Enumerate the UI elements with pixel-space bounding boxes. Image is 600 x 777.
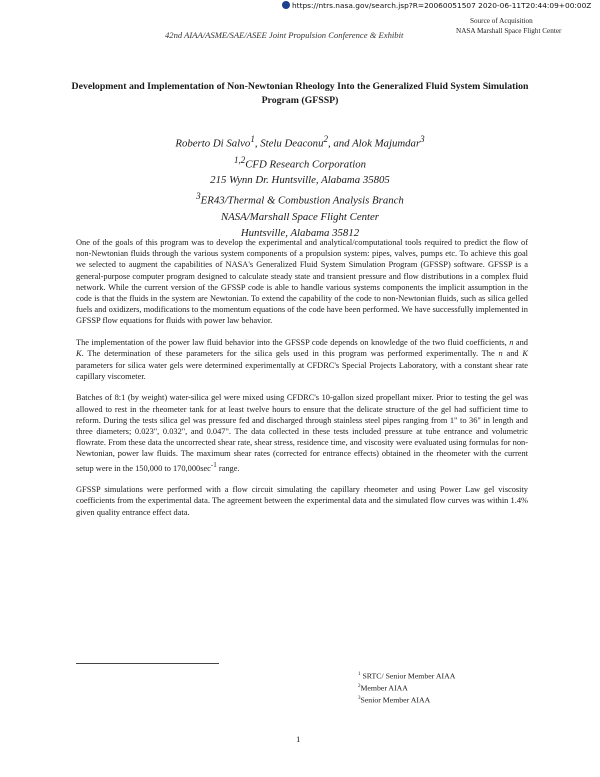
source-center-label: NASA Marshall Space Flight Center [456, 26, 562, 35]
conference-header: 42nd AIAA/ASME/SAE/ASEE Joint Propulsion Conference & Exhibit [165, 30, 404, 40]
footnotes [358, 670, 528, 706]
author-names: Roberto Di Salvo$^1$, Stelu Deaconu$^2$, and Alok Majumdar$^3$ [175, 134, 425, 150]
affiliation-2: $^3$ER43/Thermal & Combustion Analysis Branch [196, 191, 404, 207]
source-stamp [456, 17, 596, 36]
affiliation-2-org: NASA/Marshall Space Flight Center [220, 210, 380, 223]
ntrs-url-stamp [282, 1, 598, 10]
affiliation-1-address: 215 Wynn Dr. Huntsville, Alabama 35805 [210, 174, 390, 187]
affiliation-1: $^{1,2}$CFD Research Corporation [233, 154, 366, 171]
paragraph-2: The implementation of the power law fluid behavior into the GFSSP code depends on knowledge of the two fluid coefficients, n and K. The determination of these parameters for the silica gels used in this program was performed experimentally. The n and K parameters for silica water gels were determined experimentally at CFDRC's Special Projects Laboratory, with a constant shear rate capillary viscometer. [76, 338, 528, 381]
footnote-1: $^1$ SRTC/ Senior Member AIAA [358, 671, 456, 681]
footnote-3: $^3$Senior Member AIAA [358, 695, 431, 705]
footnote-2: $^2$Member AIAA [358, 683, 408, 693]
paragraph-1: One of the goals of this program was to develop the experimental and analytical/computational tools required to predict the flow of non-Newtonian fluids through the various system components of a propulsion system: pipes, valves, pumps etc. To achieve this goal we selected to augment the capabilities of NASA's Generalized Fluid System Simulation Program (GFSSP) software. GFSSP is a general-purpose computer program designed to calculate steady state and transient pressure and flow distributions in a complex fluid network. While the current version of the GFSSP code is able to handle various systems components the implicit assumption in the code is that the fluids in the system are Newtonian. To extend the capability of the code to non-Newtonian fluids, such as silica gelled fuels and oxidizers, modifications to the momentum equations of the code have been performed. We have successfully implemented in GFSSP flow equations for fluids with power law behavior. [76, 238, 528, 326]
footnote-divider [76, 663, 219, 664]
paragraph-4: GFSSP simulations were performed with a flow circuit simulating the capillary rheometer and using Power Law gel viscosity coefficients from the experimental data. The agreement between the experimental data and the simulated flow curves was within 1.4% given quality entrance effect data. [76, 485, 528, 517]
paragraph-3: Batches of 8:1 (by weight) water-silica gel were mixed using CFDRC's 10-gallon sized propellant mixer. Prior to testing the gel was allowed to rest in the rheometer tank for at least twelve hours to ensure that the delicate structure of the gel had sufficient time to reform. During the tests silica gel was pressure fed and discharged through stainless steel pipes ranging from 1" to 36" in length and three diameters; 0.023", 0.032", and 0.047". The data collected in these tests included pressure at tube entrance and volumetric flowrate. From these data the uncorrected shear rate, shear stress, residence time, and viscosity were evaluated using formulas for non-Newtonian, power law fluids. The maximum shear rates (corrected for entrance effects) obtained in the rheometer with the current setup were in the 150,000 to $170,000\sec^{-1}$ range. [76, 393, 528, 473]
nasa-meatball-icon [282, 1, 290, 9]
source-acquisition-label: Source of Acquisition [470, 17, 533, 25]
author-block [100, 131, 500, 241]
affiliation-2-address: Huntsville, Alabama 35812 [240, 226, 360, 239]
paper-title: Development and Implementation of Non-Newtonian Rheology Into the Generalized Fluid System Simulation Program (GFSSP) [71, 81, 529, 106]
abstract-body [76, 237, 528, 528]
page-number: 1 [296, 734, 301, 744]
ntrs-url-text: https://ntrs.nasa.gov/search.jsp?R=20060051507 2020-06-11T20:44:09+00:00Z [292, 1, 592, 10]
